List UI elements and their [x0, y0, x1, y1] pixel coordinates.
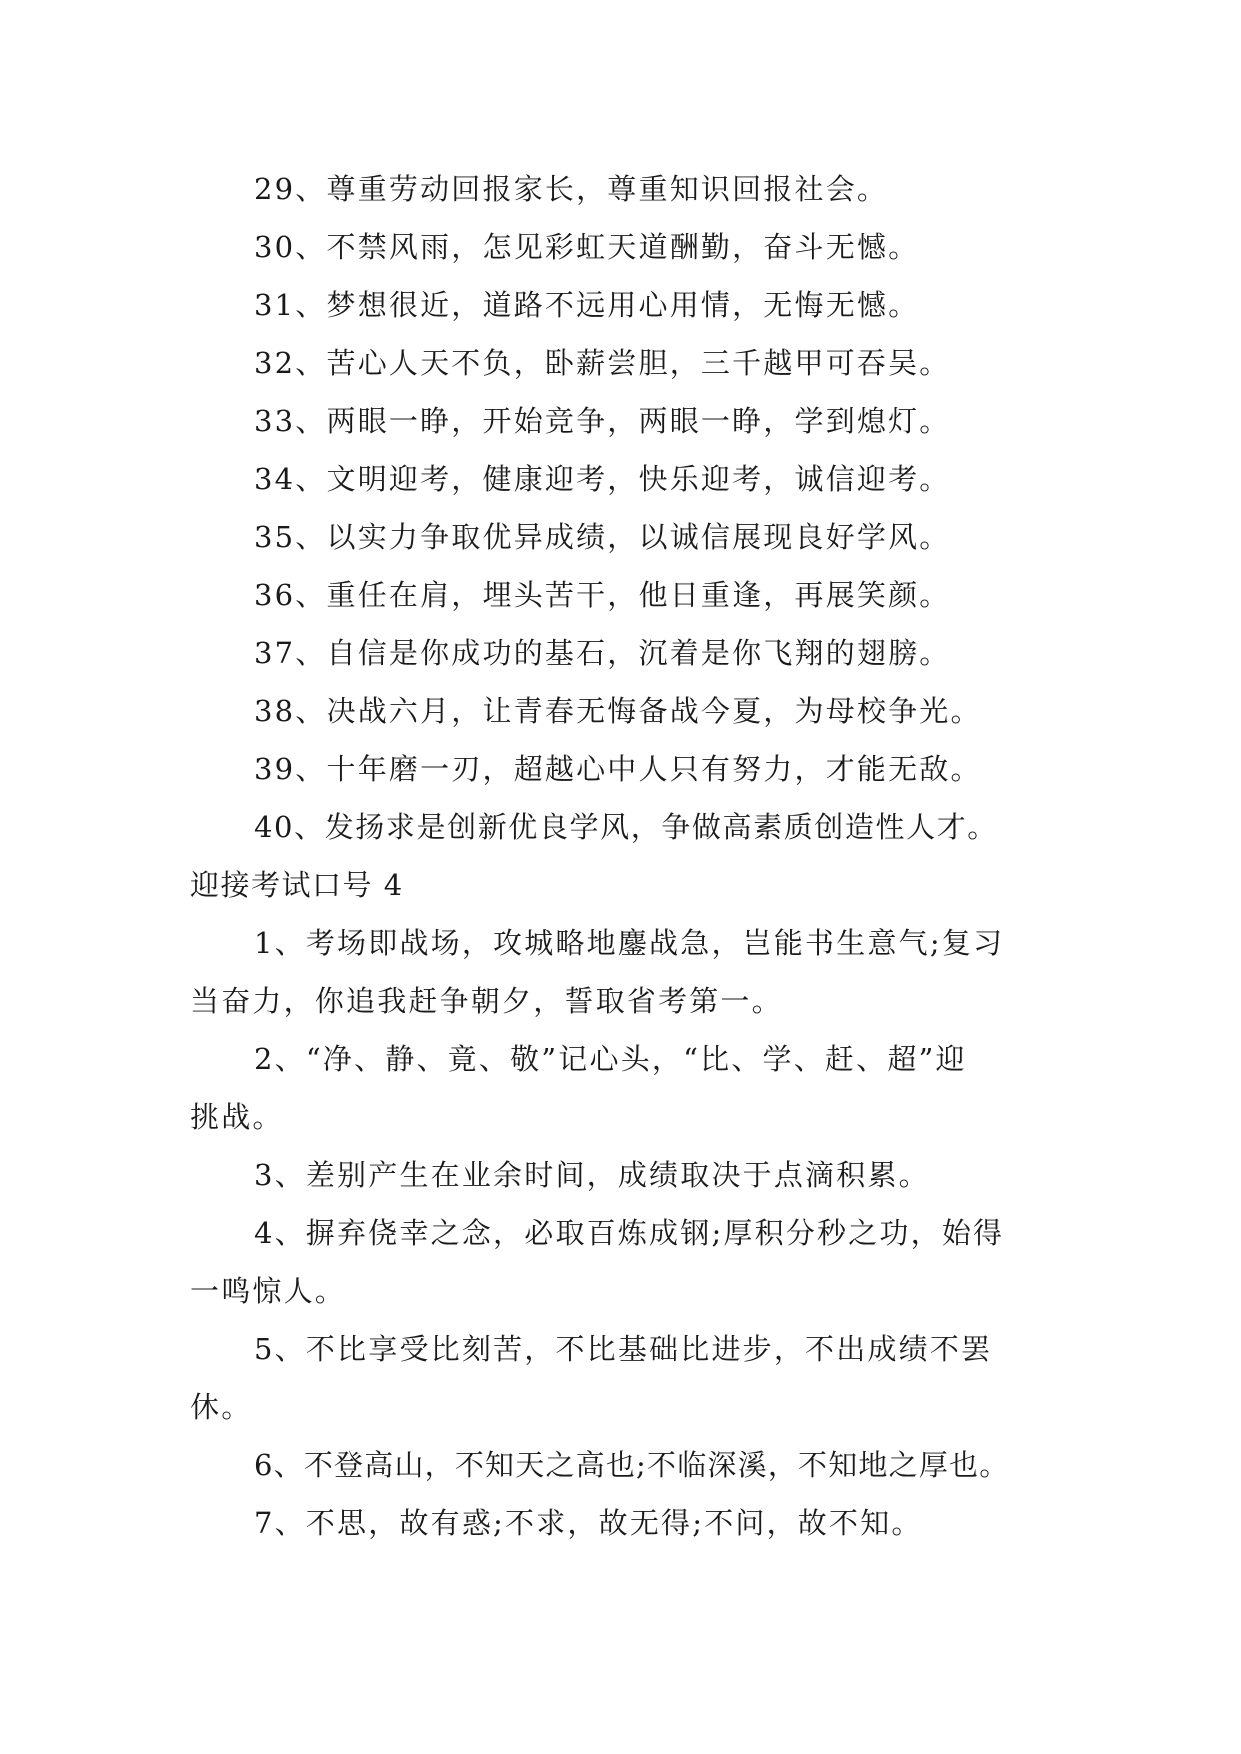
list-item: 30、不禁风雨，怎见彩虹天道酬勤，奋斗无憾。: [254, 230, 920, 264]
list-item: 35、以实力争取优异成绩，以诚信展现良好学风。: [254, 520, 951, 554]
list-item: 40、发扬求是创新优良学风，争做高素质创造性人才。: [254, 810, 998, 844]
list-item: 1、考场即战场，攻城略地鏖战急，岂能书生意气;复习: [254, 926, 1005, 960]
list-item: 2、“净、静、竟、敬”记心头，“比、学、赶、超”迎: [254, 1042, 967, 1076]
list-item: 33、两眼一睁，开始竞争，两眼一睁，学到熄灯。: [254, 404, 951, 438]
section-heading: 迎接考试口号 4: [190, 868, 404, 902]
list-item-continuation: 挑战。: [190, 1100, 284, 1134]
list-item: 32、苦心人天不负，卧薪尝胆，三千越甲可吞吴。: [254, 346, 951, 380]
list-item-continuation: 当奋力，你追我赶争朝夕，誓取省考第一。: [190, 984, 783, 1018]
list-item: 37、自信是你成功的基石，沉着是你飞翔的翅膀。: [254, 636, 951, 670]
list-item: 3、差别产生在业余时间，成绩取决于点滴积累。: [254, 1158, 930, 1192]
list-item-continuation: 休。: [190, 1390, 253, 1424]
list-item: 7、不思，故有惑;不求，故无得;不问，故不知。: [254, 1506, 923, 1540]
list-item: 36、重任在肩，埋头苦干，他日重逢，再展笑颜。: [254, 578, 951, 612]
list-item: 39、十年磨一刃，超越心中人只有努力，才能无敌。: [254, 752, 982, 786]
document-page: [190, 160, 1070, 1552]
list-item: 38、决战六月，让青春无悔备战今夏，为母校争光。: [254, 694, 982, 728]
list-item: 5、不比享受比刻苦，不比基础比进步，不出成绩不罢: [254, 1332, 993, 1366]
list-item: 29、尊重劳动回报家长，尊重知识回报社会。: [254, 172, 889, 206]
list-item: 6、不登高山，不知天之高也;不临深溪，不知地之厚也。: [254, 1448, 1010, 1482]
list-item: 4、摒弃侥幸之念，必取百炼成钢;厚积分秒之功，始得: [254, 1216, 1005, 1250]
list-item-continuation: 一鸣惊人。: [190, 1274, 347, 1308]
list-item: 34、文明迎考，健康迎考，快乐迎考，诚信迎考。: [254, 462, 951, 496]
list-item: 31、梦想很近，道路不远用心用情，无悔无憾。: [254, 288, 920, 322]
